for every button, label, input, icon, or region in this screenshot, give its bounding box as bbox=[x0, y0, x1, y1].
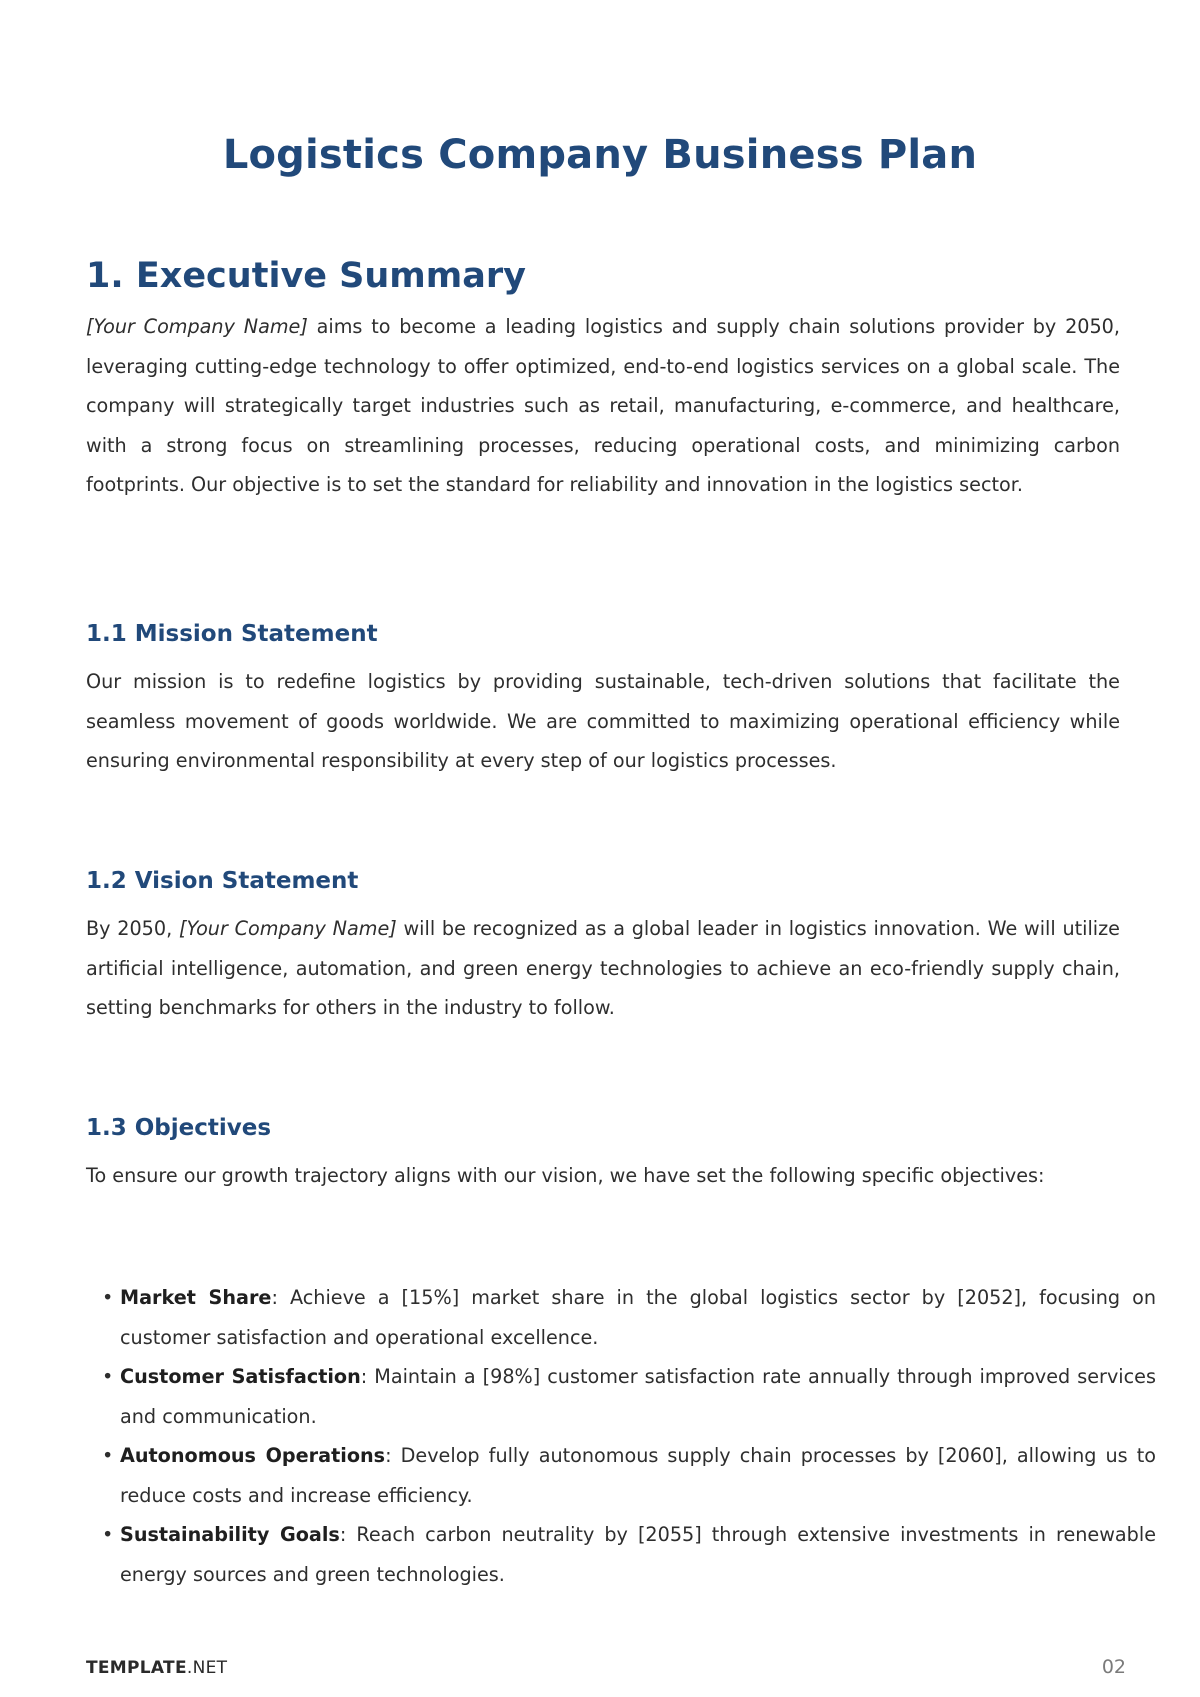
company-name-placeholder: [Your Company Name] bbox=[86, 315, 308, 338]
objectives-list bbox=[86, 1278, 1156, 1594]
executive-summary-paragraph bbox=[86, 307, 1120, 505]
objective-text: : Develop fully autonomous supply chain processes by [2060], allowing us to reduce costs and increase efficiency. bbox=[120, 1444, 1156, 1507]
bullet-icon: • bbox=[102, 1365, 114, 1388]
objectives-intro: To ensure our growth trajectory aligns with our vision, we have set the following specific objectives: bbox=[86, 1164, 1045, 1187]
objective-item-sustainability-goals bbox=[86, 1515, 1156, 1594]
page-number: 02 bbox=[1101, 1656, 1126, 1678]
mission-section bbox=[86, 619, 1120, 649]
objective-term: Customer Satisfaction bbox=[120, 1365, 361, 1388]
executive-summary-heading: 1. Executive Summary bbox=[86, 256, 526, 296]
objectives-section bbox=[86, 1113, 1120, 1143]
vision-paragraph bbox=[86, 909, 1120, 1028]
executive-summary-body bbox=[86, 307, 1120, 505]
vision-heading: 1.2 Vision Statement bbox=[86, 868, 359, 894]
footer-brand-logo bbox=[86, 1658, 227, 1678]
company-name-placeholder: [Your Company Name] bbox=[178, 917, 397, 940]
vision-body bbox=[86, 909, 1120, 1028]
vision-text-before: By 2050, bbox=[86, 917, 179, 940]
mission-paragraph: Our mission is to redefine logistics by providing sustainable, tech-driven solutions that facilitate the seamless movement of goods worldwide. We are committed to maximizing operational efficiency while ensuring environmental responsibility at every step of our logistics processes. bbox=[86, 670, 1120, 772]
objective-term: Autonomous Operations bbox=[120, 1444, 386, 1467]
objective-item-customer-satisfaction bbox=[86, 1357, 1156, 1436]
objectives-list-block bbox=[86, 1278, 1156, 1594]
footer-brand-rest: .NET bbox=[186, 1658, 228, 1678]
document-title: Logistics Company Business Plan bbox=[222, 132, 978, 178]
objective-item-autonomous-operations bbox=[86, 1436, 1156, 1515]
mission-heading: 1.1 Mission Statement bbox=[86, 621, 378, 647]
bullet-icon: • bbox=[102, 1444, 114, 1467]
executive-summary-text: aims to become a leading logistics and supply chain solutions provider by 2050, leveraging cutting-edge technology to offer optimized, end-to-end logistics services on a global scale. The company will strategically target industries such as retail, manufacturing, e-commerce, and healthcare, with a strong focus on streamlining processes, reducing operational costs, and minimizing carbon footprints. Our objective is to set the standard for reliability and innovation in the logistics sector. bbox=[86, 315, 1120, 496]
vision-section bbox=[86, 866, 1120, 896]
bullet-icon: • bbox=[102, 1523, 114, 1546]
objective-text: : Maintain a [98%] customer satisfaction rate annually through improved services and communication. bbox=[120, 1365, 1156, 1428]
objectives-heading: 1.3 Objectives bbox=[86, 1115, 272, 1141]
footer-brand-bold: TEMPLATE bbox=[86, 1658, 187, 1678]
mission-body bbox=[86, 662, 1120, 781]
objective-term: Sustainability Goals bbox=[120, 1523, 340, 1546]
objective-text: : Achieve a [15%] market share in the global logistics sector by [2052], focusing on customer satisfaction and operational excellence. bbox=[120, 1286, 1156, 1349]
objective-term: Market Share bbox=[120, 1286, 272, 1309]
vision-text-after: will be recognized as a global leader in logistics innovation. We will utilize artificial intelligence, automation, and green energy technologies to achieve an eco-friendly supply chain, setting benchmarks for others in the industry to follow. bbox=[86, 917, 1120, 1019]
objective-item-market-share bbox=[86, 1278, 1156, 1357]
executive-summary-section bbox=[86, 254, 1120, 298]
bullet-icon: • bbox=[102, 1286, 114, 1309]
objectives-intro-block bbox=[86, 1156, 1120, 1196]
objective-text: : Reach carbon neutrality by [2055] through extensive investments in renewable energy sources and green technologies. bbox=[120, 1523, 1156, 1586]
